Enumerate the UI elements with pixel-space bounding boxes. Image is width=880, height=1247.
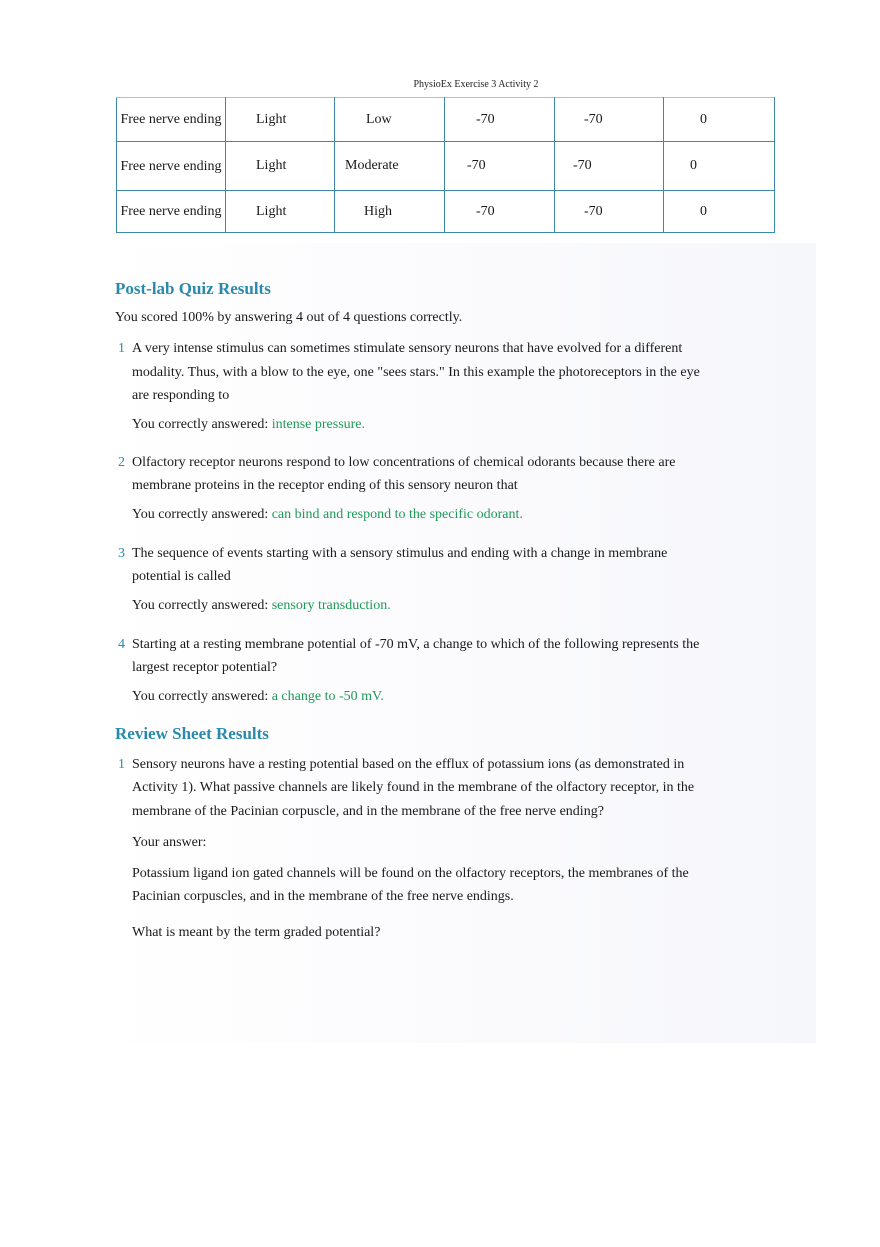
answer-value: can bind and respond to the specific odorant. <box>271 506 523 522</box>
table-cell: -70 <box>555 191 664 233</box>
answer-prefix: You correctly answered: <box>132 416 269 432</box>
review-question <box>115 753 715 945</box>
question-text: Starting at a resting membrane potential of -70 mV, a change to which of the following represents the largest receptor potential? <box>132 636 700 675</box>
table-cell: -70 <box>445 191 555 233</box>
table-cell: Low <box>335 98 445 142</box>
question-number: 2 <box>118 454 125 470</box>
answer-value: sensory transduction. <box>271 597 391 613</box>
table-cell: Free nerve ending <box>117 142 226 191</box>
quiz-question <box>115 451 715 524</box>
quiz-answer <box>132 506 715 524</box>
table-row <box>117 98 775 142</box>
question-number: 4 <box>118 636 125 652</box>
table-cell: -70 <box>445 98 555 142</box>
table-cell: High <box>335 191 445 233</box>
answer-prefix: You correctly answered: <box>132 506 269 522</box>
your-answer-label: Your answer: <box>132 835 207 850</box>
answer-prefix: You correctly answered: <box>132 688 269 704</box>
table-row <box>117 191 775 233</box>
table-cell: Free nerve ending <box>117 191 226 233</box>
question-number: 1 <box>118 341 125 356</box>
question-text: Olfactory receptor neurons respond to low concentrations of chemical odorants because there are membrane proteins in the receptor ending of this sensory neuron that <box>132 454 676 493</box>
table-cell: Moderate <box>335 142 445 191</box>
table-cell: 0 <box>664 142 775 191</box>
table-cell: 0 <box>664 191 775 233</box>
main-content <box>115 278 715 944</box>
question-number: 1 <box>118 756 125 772</box>
table-cell: Free nerve ending <box>117 98 226 142</box>
quiz-score: You scored 100% by answering 4 out of 4 questions correctly. <box>115 310 463 325</box>
review-answer: Potassium ligand ion gated channels will be found on the olfactory receptors, the membranes of the Pacinian corpuscles, and in the membrane of the free nerve endings. <box>132 866 689 904</box>
results-table <box>116 97 775 233</box>
quiz-section-title: Post-lab Quiz Results <box>115 279 271 298</box>
review-section-title: Review Sheet Results <box>115 723 269 743</box>
table-cell: Light <box>226 142 335 191</box>
table-cell: -70 <box>445 142 555 191</box>
quiz-question <box>115 542 715 615</box>
next-question-text: What is meant by the term graded potential? <box>132 925 381 940</box>
running-header: PhysioEx Exercise 3 Activity 2 <box>413 79 539 90</box>
quiz-answer <box>132 416 715 434</box>
table-row <box>117 142 775 191</box>
quiz-question <box>115 633 715 706</box>
table-cell: -70 <box>555 142 664 191</box>
table-cell: Light <box>226 98 335 142</box>
quiz-answer <box>132 688 715 706</box>
table-cell: Light <box>226 191 335 233</box>
answer-value: a change to -50 mV. <box>271 688 384 704</box>
quiz-question <box>115 337 715 434</box>
table-cell: -70 <box>555 98 664 142</box>
question-text: A very intense stimulus can sometimes stimulate sensory neurons that have evolved for a different modality. Thus, with a blow to the eye, one "sees stars." In this example the photoreceptors in the eye are responding to <box>132 341 700 403</box>
question-number: 3 <box>118 545 125 561</box>
answer-prefix: You correctly answered: <box>132 597 269 613</box>
question-text: Sensory neurons have a resting potential based on the efflux of potassium ions (as demonstrated in Activity 1). What passive channels are likely found in the membrane of the olfactory receptor, in the membrane of the Pacinian corpuscle, and in the membrane of the free nerve ending? <box>132 756 695 819</box>
quiz-answer <box>132 597 715 615</box>
question-text: The sequence of events starting with a sensory stimulus and ending with a change in membrane potential is called <box>132 545 668 584</box>
answer-value: intense pressure. <box>271 416 366 432</box>
table-cell: 0 <box>664 98 775 142</box>
